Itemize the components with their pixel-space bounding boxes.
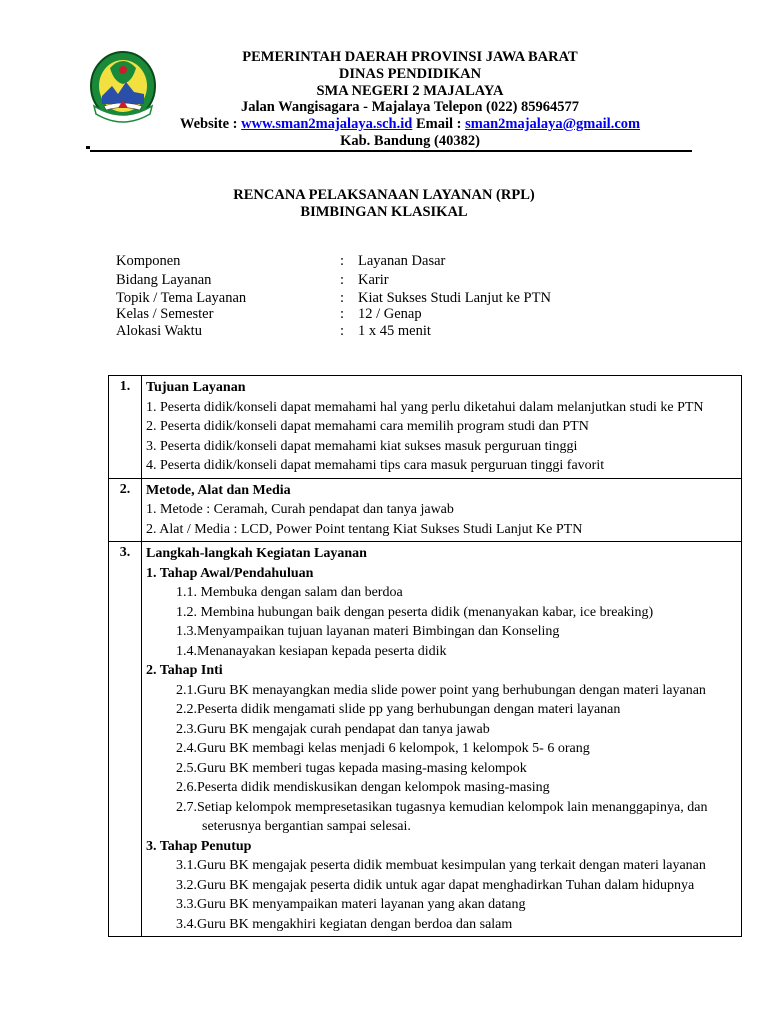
document-title: RENCANA PELAKSANAAN LAYANAN (RPL)	[233, 187, 535, 203]
section-number: 2.	[109, 478, 142, 542]
info-colon: :	[340, 323, 345, 339]
list-item: 1. Peserta didik/konseli dapat memahami hal yang perlu diketahui dalam melanjutkan studi ke PTN	[146, 399, 704, 415]
info-value: Karir	[358, 272, 389, 288]
list-item: 3. Peserta didik/konseli dapat memahami kiat sukses masuk perguruan tinggi	[146, 438, 578, 454]
section-row	[109, 376, 742, 479]
info-key: Alokasi Waktu	[116, 323, 202, 339]
phase-title: 3. Tahap Penutup	[146, 838, 252, 854]
document-subtitle: BIMBINGAN KLASIKAL	[300, 204, 468, 220]
email-label: Email :	[415, 116, 462, 132]
website-label: Website :	[179, 116, 238, 132]
list-item: 1. Metode : Ceramah, Curah pendapat dan tanya jawab	[146, 502, 454, 517]
section-heading: Tujuan Layanan	[146, 380, 246, 395]
header-rule-mark	[86, 146, 90, 149]
phase-title: 2. Tahap Inti	[146, 663, 223, 678]
letterhead-address: Jalan Wangisagara - Majalaya Telepon (022) 85964577	[240, 99, 580, 115]
letterhead-school: SMA NEGERI 2 MAJALAYA	[316, 83, 504, 99]
list-item: 4. Peserta didik/konseli dapat memahami tips cara masuk perguruan tinggi favorit	[146, 458, 605, 473]
activity-table	[108, 375, 742, 937]
header-divider	[90, 150, 692, 152]
website-link[interactable]: www.sman2majalaya.sch.id	[241, 116, 413, 132]
section-heading: Metode, Alat dan Media	[146, 482, 291, 498]
info-key: Topik / Tema Layanan	[116, 290, 247, 306]
info-key: Bidang Layanan	[116, 272, 212, 288]
section-heading: Langkah-langkah Kegiatan Layanan	[146, 546, 367, 561]
step-item: 3.3.Guru BK menyampaikan materi layanan yang akan datang	[176, 897, 526, 912]
step-item: 2.1.Guru BK menayangkan media slide power point yang berhubungan dengan materi layanan	[176, 682, 706, 698]
step-item: 2.5.Guru BK memberi tugas kepada masing-masing kelompok	[176, 760, 527, 776]
email-link[interactable]: sman2majalaya@gmail.com	[465, 116, 641, 132]
step-item: 3.2.Guru BK mengajak peserta didik untuk agar dapat menghadirkan Tuhan dalam hidupnya	[176, 877, 695, 893]
info-key: Kelas / Semester	[116, 306, 214, 322]
info-value: 12 / Genap	[358, 306, 422, 322]
phase-title: 1. Tahap Awal/Pendahuluan	[146, 565, 314, 581]
info-value: Layanan Dasar	[358, 253, 446, 269]
info-value: 1 x 45 menit	[358, 323, 431, 339]
info-colon: :	[340, 306, 345, 322]
section-number: 3.	[109, 542, 142, 937]
step-item: 2.6.Peserta didik mendiskusikan dengan kelompok masing-masing	[176, 780, 550, 795]
info-value: Kiat Sukses Studi Lanjut ke PTN	[358, 290, 551, 306]
section-row	[109, 542, 742, 937]
section-number: 1.	[109, 376, 142, 479]
list-item: 2. Peserta didik/konseli dapat memahami cara memilih program studi dan PTN	[146, 419, 589, 434]
info-key: Komponen	[116, 253, 181, 269]
step-item: 1.4.Menanayakan kesiapan kepada peserta didik	[176, 643, 447, 659]
step-item: 3.4.Guru BK mengakhiri kegiatan dengan berdoa dan salam	[176, 916, 513, 932]
letterhead-government: PEMERINTAH DAERAH PROVINSI JAWA BARAT	[242, 49, 578, 65]
section-content	[142, 542, 742, 937]
step-item: 2.4.Guru BK membagi kelas menjadi 6 kelompok, 1 kelompok 5- 6 orang	[176, 741, 590, 756]
info-colon: :	[340, 253, 345, 269]
info-colon: :	[340, 290, 345, 306]
step-item: 3.1.Guru BK mengajak peserta didik membuat kesimpulan yang terkait dengan materi layanan	[176, 858, 706, 873]
step-item: 1.3.Menyampaikan tujuan layanan materi Bimbingan dan Konseling	[176, 624, 560, 639]
section-content	[142, 478, 742, 542]
section-row	[109, 478, 742, 542]
info-colon: :	[340, 272, 345, 288]
step-item: 2.7.Setiap kelompok mempresetasikan tugasnya kemudian kelompok lain menanggapinya, dan seterusnya bergantian sampai selesai.	[176, 799, 708, 834]
letterhead-department: DINAS PENDIDIKAN	[338, 66, 482, 82]
step-item: 2.3.Guru BK mengajak curah pendapat dan tanya jawab	[176, 721, 490, 737]
step-item: 2.2.Peserta didik mengamati slide pp yang berhubungan dengan materi layanan	[176, 702, 621, 717]
section-content	[142, 376, 742, 479]
list-item: 2. Alat / Media : LCD, Power Point tentang Kiat Sukses Studi Lanjut Ke PTN	[146, 521, 583, 537]
letterhead-region: Kab. Bandung (40382)	[340, 133, 480, 149]
step-item: 1.2. Membina hubungan baik dengan peserta didik (menanyakan kabar, ice breaking)	[176, 604, 654, 620]
step-item: 1.1. Membuka dengan salam dan berdoa	[176, 585, 403, 600]
letterhead-contact	[100, 116, 720, 133]
